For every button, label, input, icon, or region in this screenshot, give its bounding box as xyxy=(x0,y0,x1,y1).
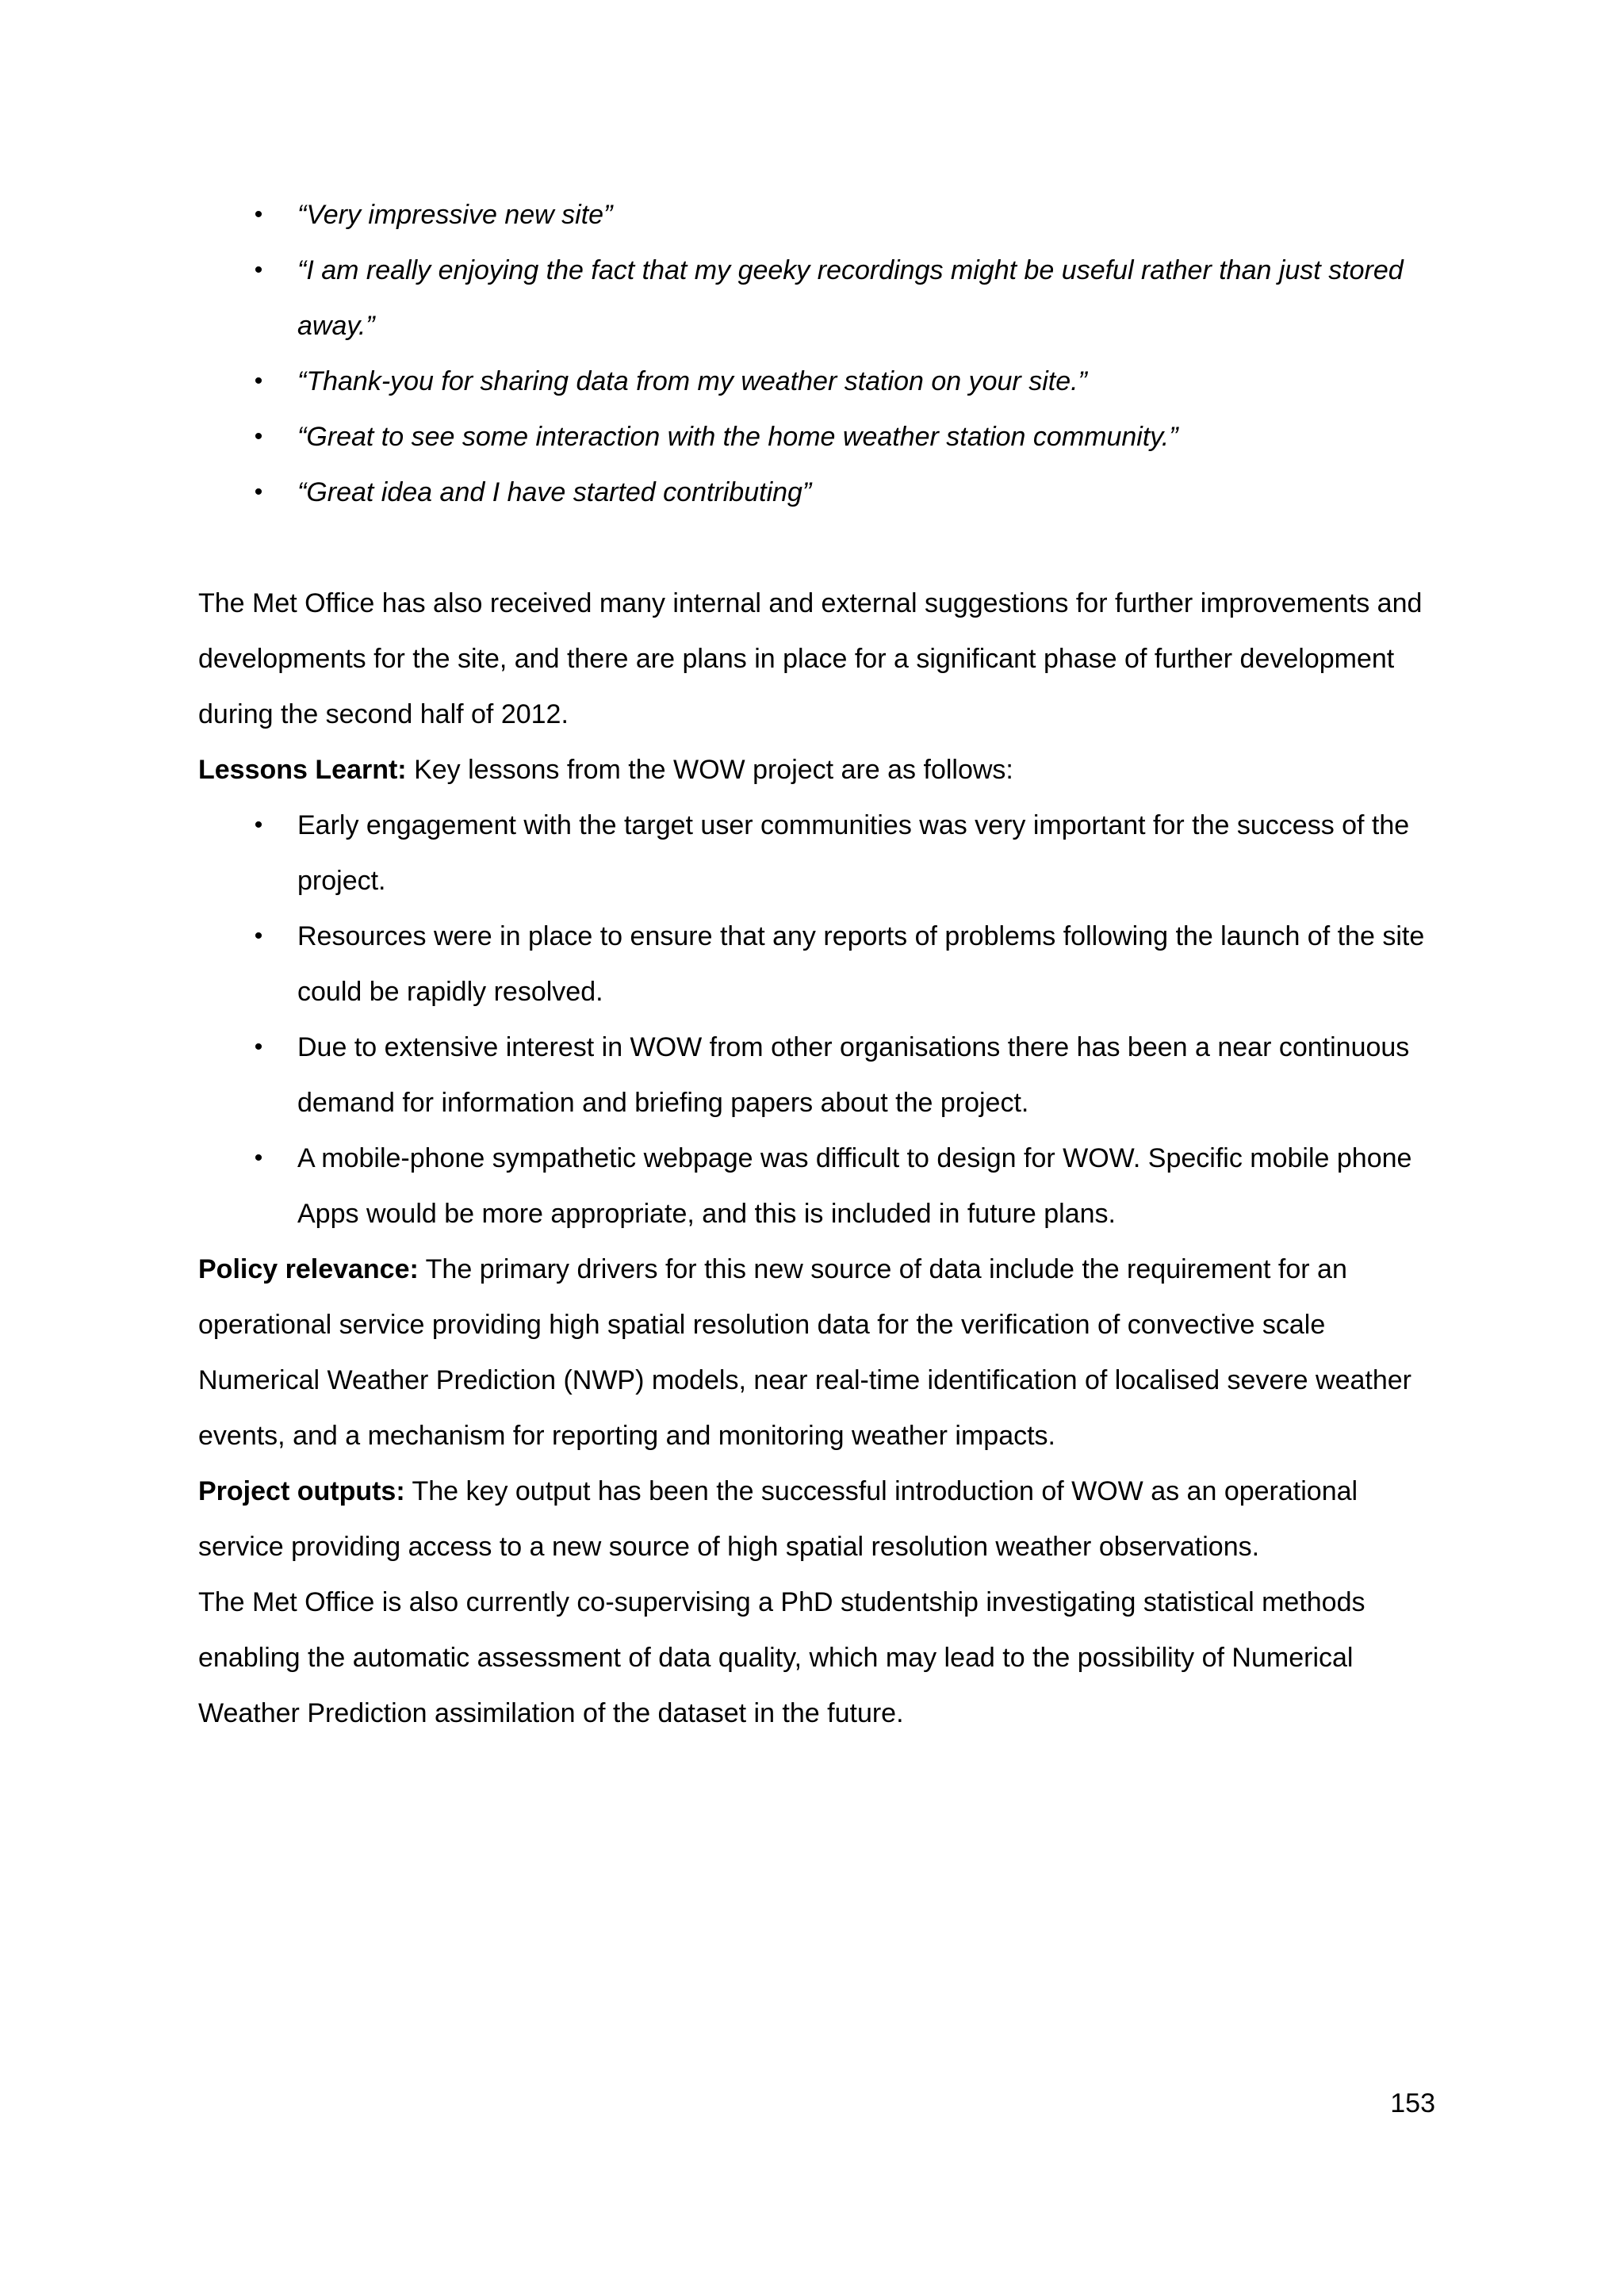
list-item xyxy=(198,1131,1435,1242)
quote-text: “Great to see some interaction with the home weather station community.” xyxy=(297,422,1178,452)
lesson-text: A mobile-phone sympathetic webpage was difficult to design for WOW. Specific mobile phone Apps would be more appropriate, and this is included in future plans. xyxy=(297,1143,1412,1229)
list-item xyxy=(198,798,1435,909)
quote-text: “Very impressive new site” xyxy=(297,200,613,230)
quote-text: “Great idea and I have started contributing” xyxy=(297,477,812,507)
list-item xyxy=(198,354,1435,409)
spacer xyxy=(198,520,1435,576)
policy-paragraph xyxy=(198,1242,1435,1464)
outputs-label: Project outputs: xyxy=(198,1476,405,1506)
outputs-text: The key output has been the successful introduction of WOW as an operational service providing access to a new source of high spatial resolution weather observations. xyxy=(198,1476,1358,1562)
lesson-text: Resources were in place to ensure that any reports of problems following the launch of the site could be rapidly resolved. xyxy=(297,921,1425,1007)
lessons-heading-paragraph xyxy=(198,742,1435,798)
bullet-icon: • xyxy=(254,257,263,283)
list-item xyxy=(198,1020,1435,1131)
list-item xyxy=(198,187,1435,243)
bullet-icon: • xyxy=(254,201,263,228)
bullet-icon: • xyxy=(254,423,263,450)
lesson-text: Early engagement with the target user communities was very important for the success of the project. xyxy=(297,810,1410,896)
policy-label: Policy relevance: xyxy=(198,1254,419,1284)
bullet-icon: • xyxy=(254,923,263,949)
bullet-icon: • xyxy=(254,812,263,838)
bullet-icon: • xyxy=(254,1145,263,1171)
lessons-text: Key lessons from the WOW project are as follows: xyxy=(406,755,1013,785)
list-item xyxy=(198,243,1435,354)
quote-text: “Thank-you for sharing data from my weather station on your site.” xyxy=(297,366,1087,396)
outputs-paragraph xyxy=(198,1464,1435,1575)
quote-text: “I am really enjoying the fact that my geeky recordings might be useful rather than just stored away.” xyxy=(297,255,1404,341)
policy-text: The primary drivers for this new source of data include the requirement for an operational service providing high spatial resolution data for the verification of convective scale Numerical Weather Prediction (NWP) models, near real-time identification of localised severe weather events, and a mechanism for reporting and monitoring weather impacts. xyxy=(198,1254,1411,1451)
closing-paragraph: The Met Office is also currently co-supervising a PhD studentship investigating statistical methods enabling the automatic assessment of data quality, which may lead to the possibility of Numerical Weather Prediction assimilation of the dataset in the future. xyxy=(198,1587,1365,1728)
bullet-icon: • xyxy=(254,479,263,505)
list-item xyxy=(198,909,1435,1020)
bullet-icon: • xyxy=(254,1034,263,1060)
quote-list xyxy=(198,187,1435,520)
list-item xyxy=(198,465,1435,520)
intro-paragraph: The Met Office has also received many internal and external suggestions for further improvements and developments for the site, and there are plans in place for a significant phase of further development during the second half of 2012. xyxy=(198,588,1423,729)
lessons-label: Lessons Learnt: xyxy=(198,755,407,785)
page-content xyxy=(198,187,1435,1741)
list-item xyxy=(198,409,1435,465)
page-number: 153 xyxy=(1390,2088,1435,2118)
lessons-list xyxy=(198,798,1435,1242)
bullet-icon: • xyxy=(254,368,263,394)
lesson-text: Due to extensive interest in WOW from other organisations there has been a near continuous demand for information and briefing papers about the project. xyxy=(297,1032,1410,1118)
